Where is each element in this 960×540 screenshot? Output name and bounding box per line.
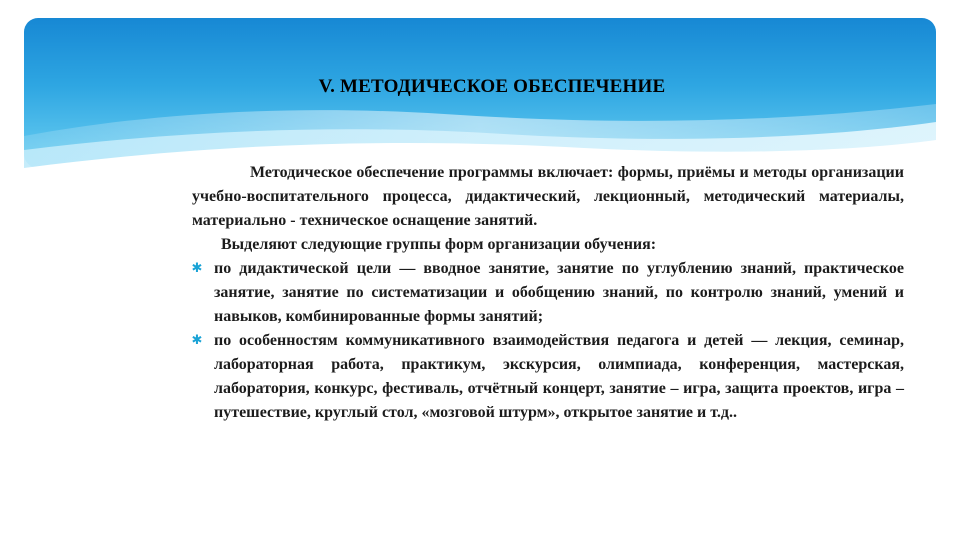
- list-item: [192, 257, 904, 329]
- list-item: [192, 329, 904, 425]
- slide-body: [192, 161, 904, 425]
- bullet-list: [192, 257, 904, 425]
- intro-paragraph: Методическое обеспечение программы включает: формы, приёмы и методы организации учебно-воспитательного процесса, дидактический, лекционный, методический материалы, материально - техническое оснащение занятий.: [192, 164, 904, 229]
- bullet-text: по особенностям коммуникативного взаимодействия педагога и детей — лекция, семинар, лабораторная работа, практикум, экскурсия, олимпиада, конференция, мастерская, лаборатория, конкурс, фестиваль, отчётный концерт, занятие – игра, защита проектов, игра – путешествие, круглый стол, «мозговой штурм», открытое занятие и т.д..: [214, 332, 904, 421]
- groups-heading: Выделяют следующие группы форм организации обучения:: [221, 236, 657, 253]
- asterisk-bullet-icon: ✱: [191, 261, 203, 276]
- asterisk-bullet-icon: ✱: [191, 333, 203, 348]
- slide-title: V. МЕТОДИЧЕСКОЕ ОБЕСПЕЧЕНИЕ: [318, 76, 666, 97]
- bullet-text: по дидактической цели — вводное занятие, занятие по углублению знаний, практическое занятие, занятие по систематизации и обобщению знаний, по контролю знаний, умений и навыков, комбинированные формы занятий;: [214, 260, 904, 325]
